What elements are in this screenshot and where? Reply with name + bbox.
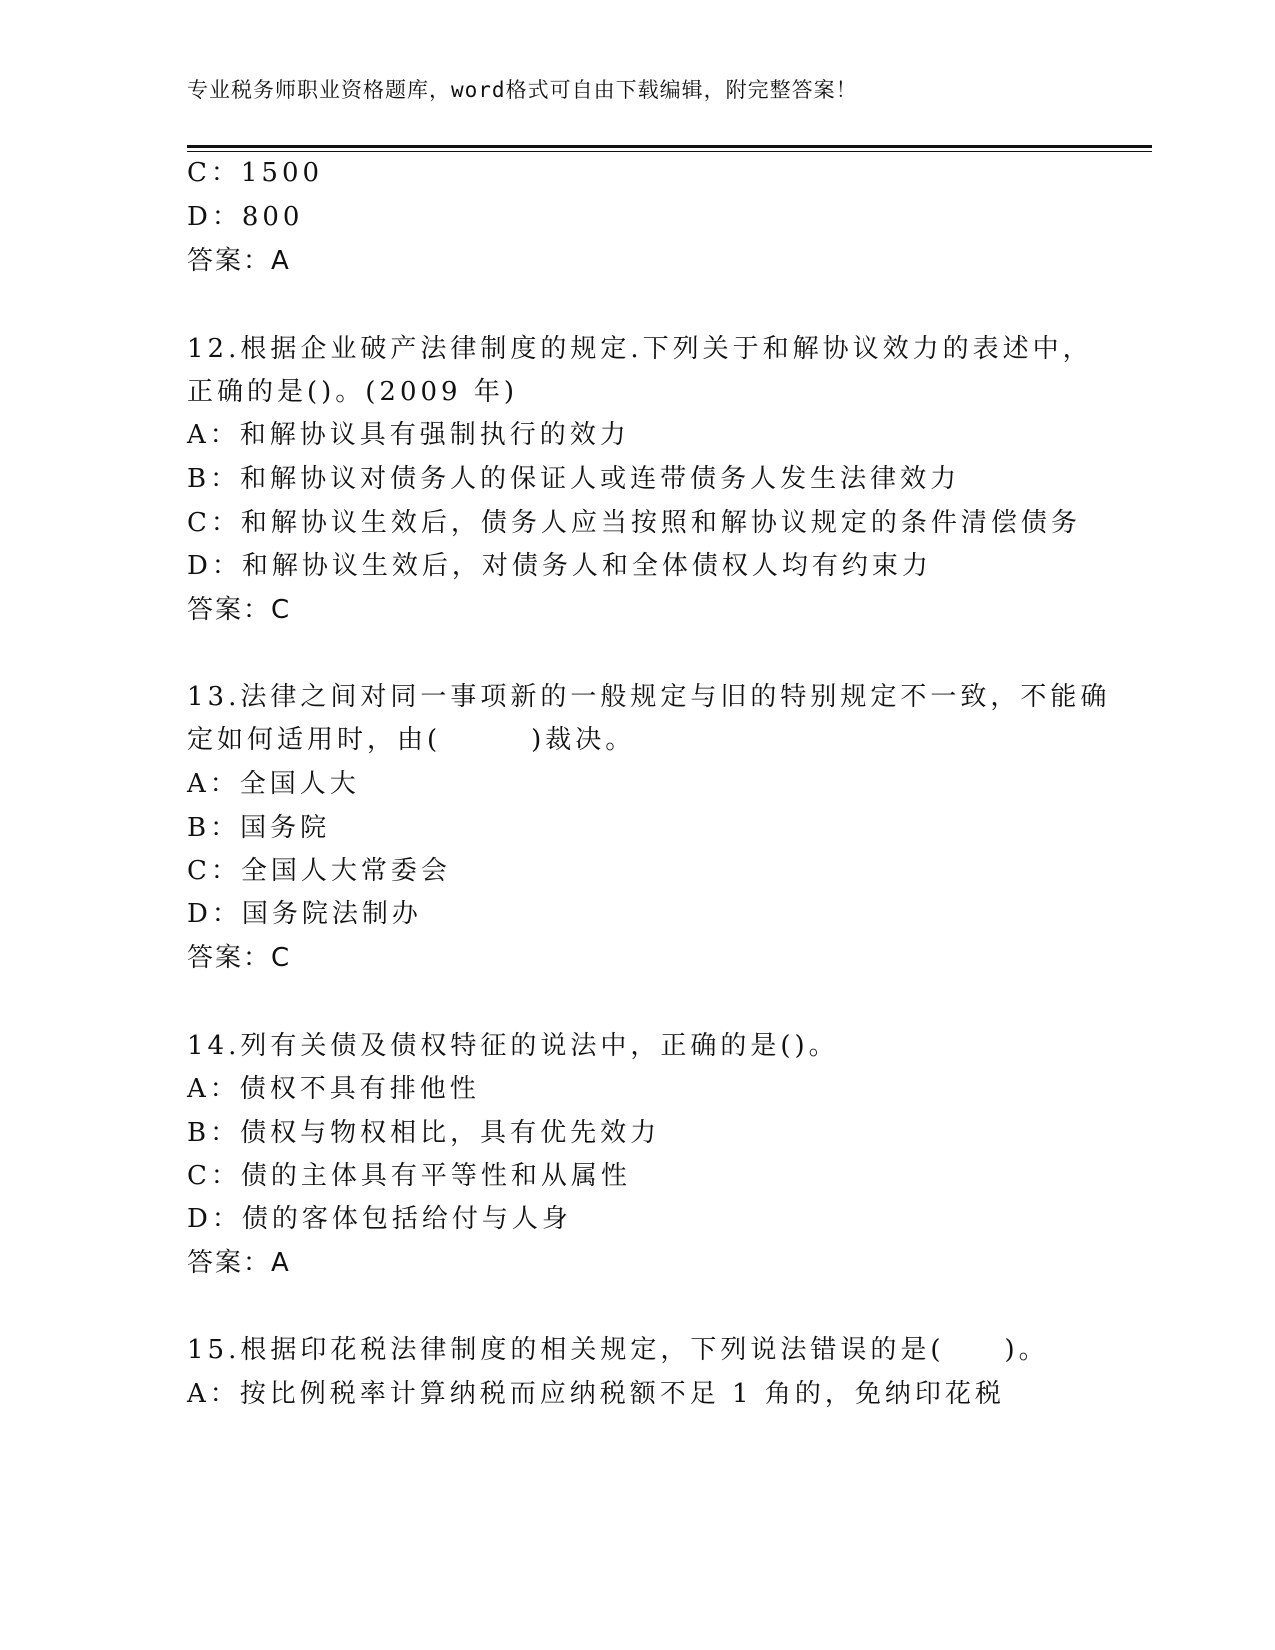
q14-option-d: D：债的客体包括给付与人身 xyxy=(187,1204,572,1234)
q11-option-c: C：1500 xyxy=(187,158,324,188)
q13-option-d: D：国务院法制办 xyxy=(187,899,422,929)
q14-option-a: A：债权不具有排他性 xyxy=(187,1074,480,1104)
q11-option-d: D：800 xyxy=(187,202,304,232)
q12-option-c: C：和解协议生效后，债务人应当按照和解协议规定的条件清偿债务 xyxy=(187,508,1081,538)
q12-stem-line1: 12.根据企业破产法律制度的规定.下列关于和解协议效力的表述中， xyxy=(187,334,1093,364)
q12-option-b: B：和解协议对债务人的保证人或连带债务人发生法律效力 xyxy=(187,464,961,494)
q14-answer: 答案：A xyxy=(187,1248,291,1278)
q12-stem-line2: 正确的是()。(2009 年) xyxy=(187,377,519,407)
q12-answer: 答案：C xyxy=(187,595,292,625)
q12-option-a: A：和解协议具有强制执行的效力 xyxy=(187,420,630,450)
page-header: 专业税务师职业资格题库，word格式可自由下载编辑，附完整答案！ xyxy=(187,78,858,102)
header-rule-thin xyxy=(187,151,1152,152)
q13-option-c: C：全国人大常委会 xyxy=(187,856,451,886)
q15-option-a: A：按比例税率计算纳税而应纳税额不足 1 角的，免纳印花税 xyxy=(187,1379,1005,1409)
q13-option-b: B：国务院 xyxy=(187,813,331,843)
q14-option-b: B：债权与物权相比，具有优先效力 xyxy=(187,1118,661,1148)
q12-option-d: D：和解协议生效后，对债务人和全体债权人均有约束力 xyxy=(187,551,932,581)
q13-stem-line1: 13.法律之间对同一事项新的一般规定与旧的特别规定不一致，不能确 xyxy=(187,682,1111,712)
header-rule-thick xyxy=(187,145,1152,148)
q13-option-a: A：全国人大 xyxy=(187,769,360,799)
q13-answer: 答案：C xyxy=(187,943,292,973)
q13-stem-line2: 定如何适用时，由( )裁决。 xyxy=(187,725,636,755)
q14-stem: 14.列有关债及债权特征的说法中，正确的是()。 xyxy=(187,1031,839,1061)
q11-answer: 答案：A xyxy=(187,246,291,276)
q14-option-c: C：债的主体具有平等性和从属性 xyxy=(187,1161,631,1191)
q15-stem: 15.根据印花税法律制度的相关规定，下列说法错误的是( )。 xyxy=(187,1335,1049,1365)
